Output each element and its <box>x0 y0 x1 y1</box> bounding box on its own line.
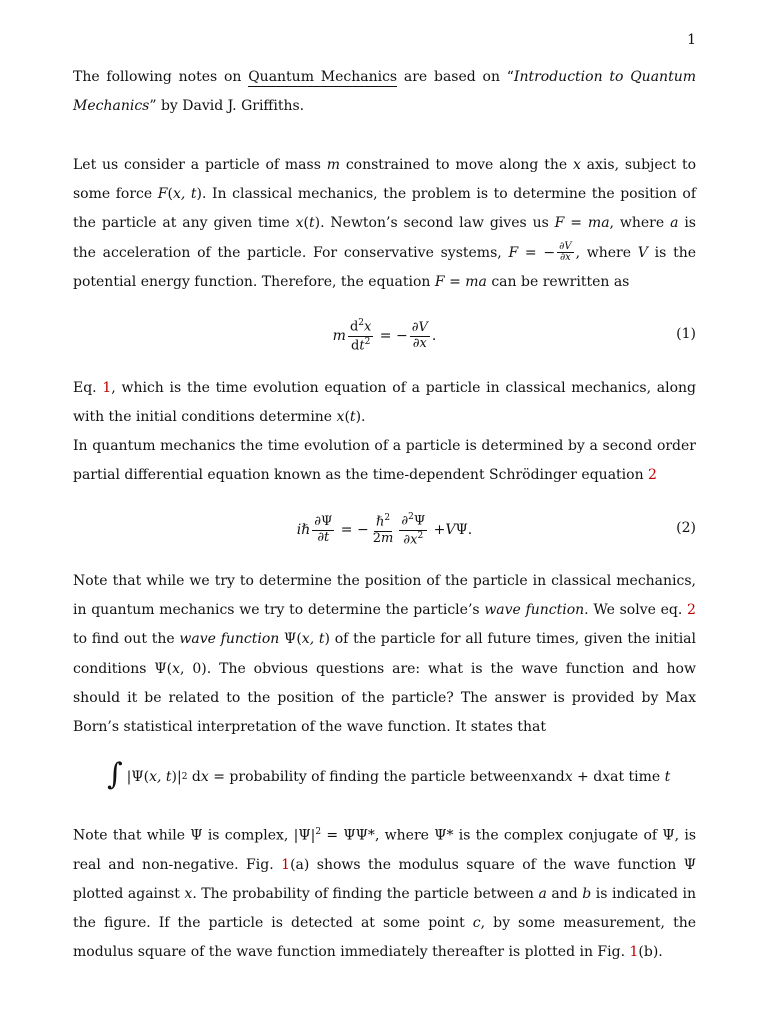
eq-2-reference-link-2[interactable]: 2 <box>687 602 696 619</box>
equation-born-rule: ∫ |Ψ( x, t )| 2 d x = probability of finding the particle between x and x + d x at time t <box>107 757 671 792</box>
fig-1b-reference-link[interactable]: 1 <box>629 944 639 961</box>
fig-1a-reference-link[interactable]: 1 <box>281 856 291 873</box>
book-title: Introduction to Quantum Mechanics <box>73 69 696 115</box>
paragraph-classical: Let us consider a particle of mass m constrained to move along the x axis, subject to some force F(x, t). In classical mechanics, the problem is to determine the position of the particle at any given time x(t). Newton’s second law gives us F = ma, where a is the acceleration of the particle. For conservative systems, F = − $\frac{\partial V}{\partial x}$ , where V is the potential energy function. Therefore, the equation F = ma can be rewritten as <box>73 157 697 290</box>
paragraph-modulus-square: Note that while Ψ is complex, $|\Psi|^2 = \Psi\Psi*$, where Ψ* is the complex conjugate of Ψ, is real and non-negative. Fig. 1(a) shows the modulus square of the wave function Ψ plotted against x. The probability of finding the particle between a and b is indicated in the figure. If the particle is detected at some point c, by some measurement, the modulus square of the wave function immediately thereafter is plotted in Fig. 1(b). <box>73 827 697 961</box>
page-number: 1 <box>687 32 696 48</box>
quantum-mechanics-link[interactable]: Quantum Mechanics <box>248 69 398 85</box>
equation-1-number: (1) <box>676 326 696 342</box>
equation-1: m $\frac{d^2x}{dt^2}$ = − $\frac{\partial V}{\partial x}$ . (1) <box>332 318 696 353</box>
eq-2-reference-link[interactable]: 2 <box>648 467 657 484</box>
equation-2: iℏ $\frac{\partial\Psi}{\partial t}$ = − $\frac{\hbar^2}{2m}$ $\frac{\partial^2\Psi}{\partial x^2}$ + V Ψ. (2) <box>296 512 696 547</box>
dv-dx-inline-fraction: $\frac{\partial V}{\partial x}$ <box>559 241 572 264</box>
paragraph-eq1-ref: Eq. 1, which is the time evolution equation of a particle in classical mechanics, along with the initial conditions determine x(t). <box>73 380 696 426</box>
equation-2-number: (2) <box>676 520 696 536</box>
paragraph-schrodinger: In quantum mechanics the time evolution of a particle is determined by a second order partial differential equation known as the time-dependent Schrödinger equation 2 <box>73 438 696 484</box>
intro-paragraph: The following notes on Quantum Mechanics are based on “Introduction to Quantum Mechanics” by David J. Griffiths. <box>73 69 696 115</box>
eq-1-reference-link[interactable]: 1 <box>102 380 112 396</box>
paragraph-wave-function: Note that while we try to determine the position of the particle in classical mechanics, in quantum mechanics we try to determine the particle’s wave function. We solve eq. 2 to find out the wave function Ψ(x, t) of the particle for all future times, given the initial conditions Ψ(x, 0). The obvious questions are: what is the wave function and how should it be related to the position of the particle? The answer is provided by Max Born’s statistical interpretation of the wave function. It states that <box>73 573 696 736</box>
